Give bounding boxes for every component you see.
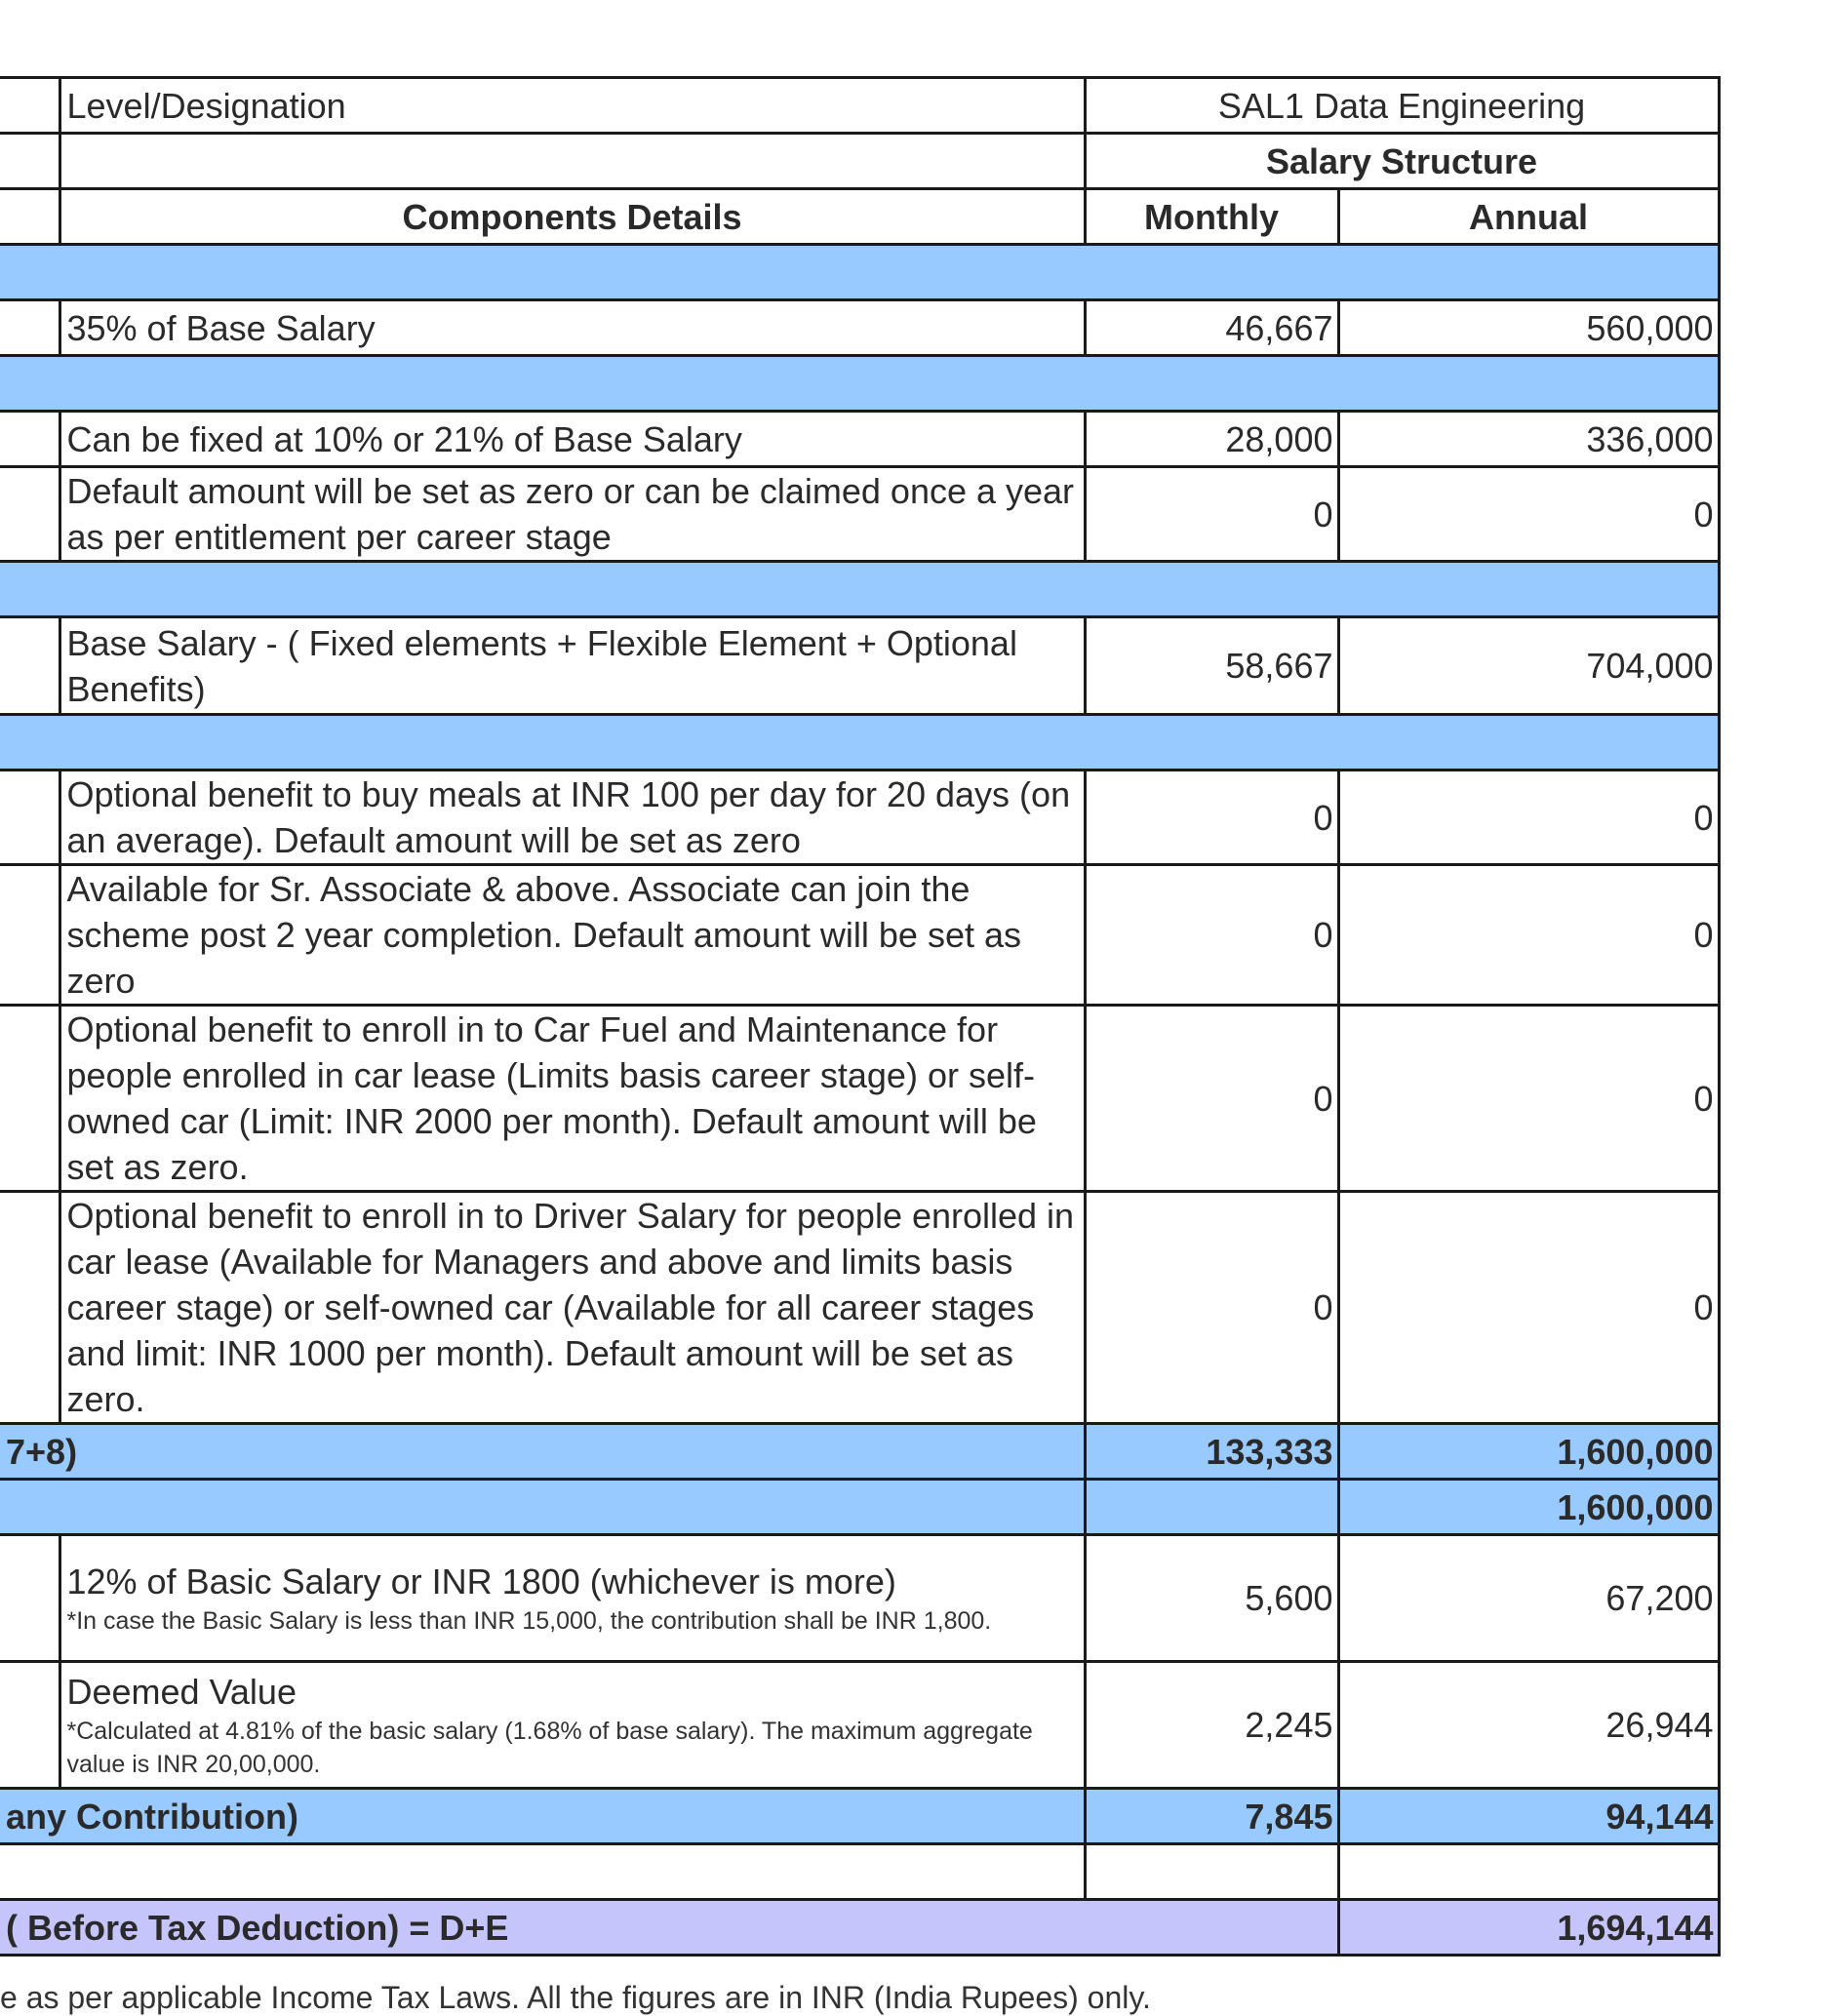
- section-band: [0, 562, 1719, 617]
- table-row: [0, 1006, 1719, 1192]
- table-row: [0, 617, 1719, 715]
- section-band: [0, 715, 1719, 771]
- section-band: [0, 356, 1719, 412]
- annual-header: Annual: [1338, 189, 1719, 245]
- monthly-total: 7,845: [1085, 1789, 1338, 1844]
- annual-value: 560,000: [1338, 300, 1719, 356]
- row-description: Optional benefit to buy meals at INR 100 per day for 20 days (on an average). Default amount will be set as zero: [59, 771, 1085, 865]
- table-row: [0, 771, 1719, 865]
- monthly-value: 5,600: [1085, 1535, 1338, 1662]
- row-description: Default amount will be set as zero or can be claimed once a year as per entitlement per career stage: [59, 467, 1085, 562]
- table-row: [0, 865, 1719, 1006]
- total-row-2: [0, 1480, 1719, 1535]
- annual-value: 0: [1338, 771, 1719, 865]
- row-description: Optional benefit to enroll in to Driver Salary for people enrolled in car lease (Available for Managers and above and limits basis career stage) or self-owned car (Available for all career stages and limit: INR 1000 per month). Default amount will be set as zero.: [59, 1192, 1085, 1424]
- annual-total: 94,144: [1338, 1789, 1719, 1844]
- annual-value: 26,944: [1338, 1662, 1719, 1789]
- annual-value: 0: [1338, 865, 1719, 1006]
- monthly-value: 0: [1085, 1006, 1338, 1192]
- salary-structure-label: Salary Structure: [1085, 134, 1719, 189]
- monthly-value: 58,667: [1085, 617, 1338, 715]
- table-row: [0, 412, 1719, 467]
- table-row: [0, 300, 1719, 356]
- annual-total-2: 1,600,000: [1338, 1480, 1719, 1535]
- monthly-value: 2,245: [1085, 1662, 1338, 1789]
- salary-structure-document: [0, 76, 1719, 1957]
- components-details-header: Components Details: [59, 189, 1085, 245]
- annual-value: 336,000: [1338, 412, 1719, 467]
- row-description: Available for Sr. Associate & above. Associate can join the scheme post 2 year completion. Default amount will be set as zero: [59, 865, 1085, 1006]
- table-row: [0, 1192, 1719, 1424]
- annual-value: 704,000: [1338, 617, 1719, 715]
- total-fixed-row: [0, 1424, 1719, 1480]
- salary-structure-table: [0, 76, 1721, 1957]
- monthly-value: 0: [1085, 865, 1338, 1006]
- company-contribution-label: any Contribution): [6, 1796, 298, 1837]
- company-contribution-row: [0, 1789, 1719, 1844]
- row-description: Optional benefit to enroll in to Car Fuel and Maintenance for people enrolled in car lease (Limits basis career stage) or self-owned car (Limit: INR 2000 per month). Default amount will be set as zero.: [59, 1006, 1085, 1192]
- annual-value: 0: [1338, 1006, 1719, 1192]
- monthly-value: 0: [1085, 1192, 1338, 1424]
- header-row-level: [0, 78, 1719, 134]
- row-description: Can be fixed at 10% or 21% of Base Salary: [59, 412, 1085, 467]
- total-fixed-label: 7+8): [6, 1431, 78, 1472]
- row-footnote: *In case the Basic Salary is less than INR 15,000, the contribution shall be INR 1,800.: [66, 1607, 992, 1635]
- monthly-total: 133,333: [1085, 1424, 1338, 1480]
- blank-row: [0, 1844, 1719, 1900]
- level-designation-value: SAL1 Data Engineering: [1085, 78, 1719, 134]
- annual-value: 0: [1338, 467, 1719, 562]
- annual-value: 67,200: [1338, 1535, 1719, 1662]
- grand-total-row: [0, 1900, 1719, 1956]
- annual-total: 1,600,000: [1338, 1424, 1719, 1480]
- row-description: Base Salary - ( Fixed elements + Flexible Element + Optional Benefits): [59, 617, 1085, 715]
- row-description: 35% of Base Salary: [59, 300, 1085, 356]
- footer-note: e as per applicable Income Tax Laws. All the figures are in INR (India Rupees) only.: [0, 1980, 1151, 2015]
- monthly-value: 28,000: [1085, 412, 1338, 467]
- table-row: [0, 467, 1719, 562]
- monthly-header: Monthly: [1085, 189, 1338, 245]
- grand-total-value: 1,694,144: [1338, 1900, 1719, 1956]
- row-footnote: *Calculated at 4.81% of the basic salary (1.68% of base salary). The maximum aggregate value is INR 20,00,000.: [66, 1718, 1033, 1778]
- level-designation-label: Level/Designation: [59, 78, 1085, 134]
- header-row-structure: [0, 134, 1719, 189]
- section-band: [0, 245, 1719, 300]
- grand-total-label: ( Before Tax Deduction) = D+E: [6, 1907, 509, 1948]
- table-row-pf: [0, 1535, 1719, 1662]
- monthly-value: 0: [1085, 771, 1338, 865]
- table-row-gratuity: [0, 1662, 1719, 1789]
- row-description: Deemed Value: [66, 1672, 297, 1712]
- header-row-columns: [0, 189, 1719, 245]
- monthly-value: 0: [1085, 467, 1338, 562]
- monthly-value: 46,667: [1085, 300, 1338, 356]
- row-description: 12% of Basic Salary or INR 1800 (whichever is more): [66, 1561, 896, 1601]
- annual-value: 0: [1338, 1192, 1719, 1424]
